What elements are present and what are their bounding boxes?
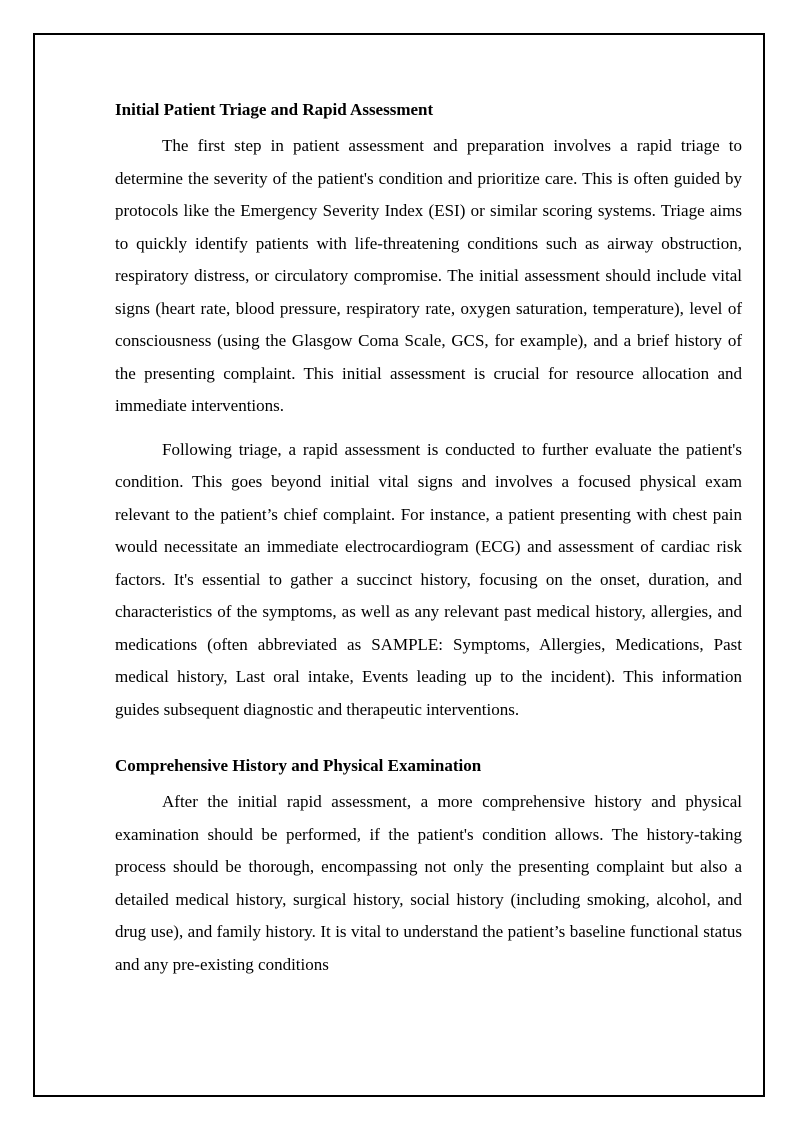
- paragraph-triage-1: The first step in patient assessment and preparation involves a rapid triage to determine the severity of the patient's condition and prioritize care. This is often guided by protocols like the Emergency Severity Index (ESI) or similar scoring systems. Triage aims to quickly identify patients with life-threatening conditions such as airway obstruction, respiratory distress, or circulatory compromise. The initial assessment should include vital signs (heart rate, blood pressure, respiratory rate, oxygen saturation, temperature), level of consciousness (using the Glasgow Coma Scale, GCS, for example), and a brief history of the presenting complaint. This initial assessment is crucial for resource allocation and immediate interventions.: [115, 136, 742, 415]
- paragraph-history-1: After the initial rapid assessment, a more comprehensive history and physical examination should be performed, if the patient's condition allows. The history-taking process should be thorough, encompassing not only the presenting complaint but also a detailed medical history, surgical history, social history (including smoking, alcohol, and drug use), and family history. It is vital to understand the patient’s baseline functional status and any pre-existing conditions: [115, 792, 742, 974]
- paragraph-triage-2: Following triage, a rapid assessment is conducted to further evaluate the patient's condition. This goes beyond initial vital signs and involves a focused physical exam relevant to the patient’s chief complaint. For instance, a patient presenting with chest pain would necessitate an immediate electrocardiogram (ECG) and assessment of cardiac risk factors. It's essential to gather a succinct history, focusing on the onset, duration, and characteristics of the symptoms, as well as any relevant past medical history, allergies, and medications (often abbreviated as SAMPLE: Symptoms, Allergies, Medications, Past medical history, Last oral intake, Events leading up to the incident). This information guides subsequent diagnostic and therapeutic interventions.: [115, 439, 742, 719]
- section-heading-history: Comprehensive History and Physical Examination: [115, 756, 482, 775]
- document-body: [115, 98, 742, 992]
- section-heading-triage: Initial Patient Triage and Rapid Assessment: [115, 100, 434, 119]
